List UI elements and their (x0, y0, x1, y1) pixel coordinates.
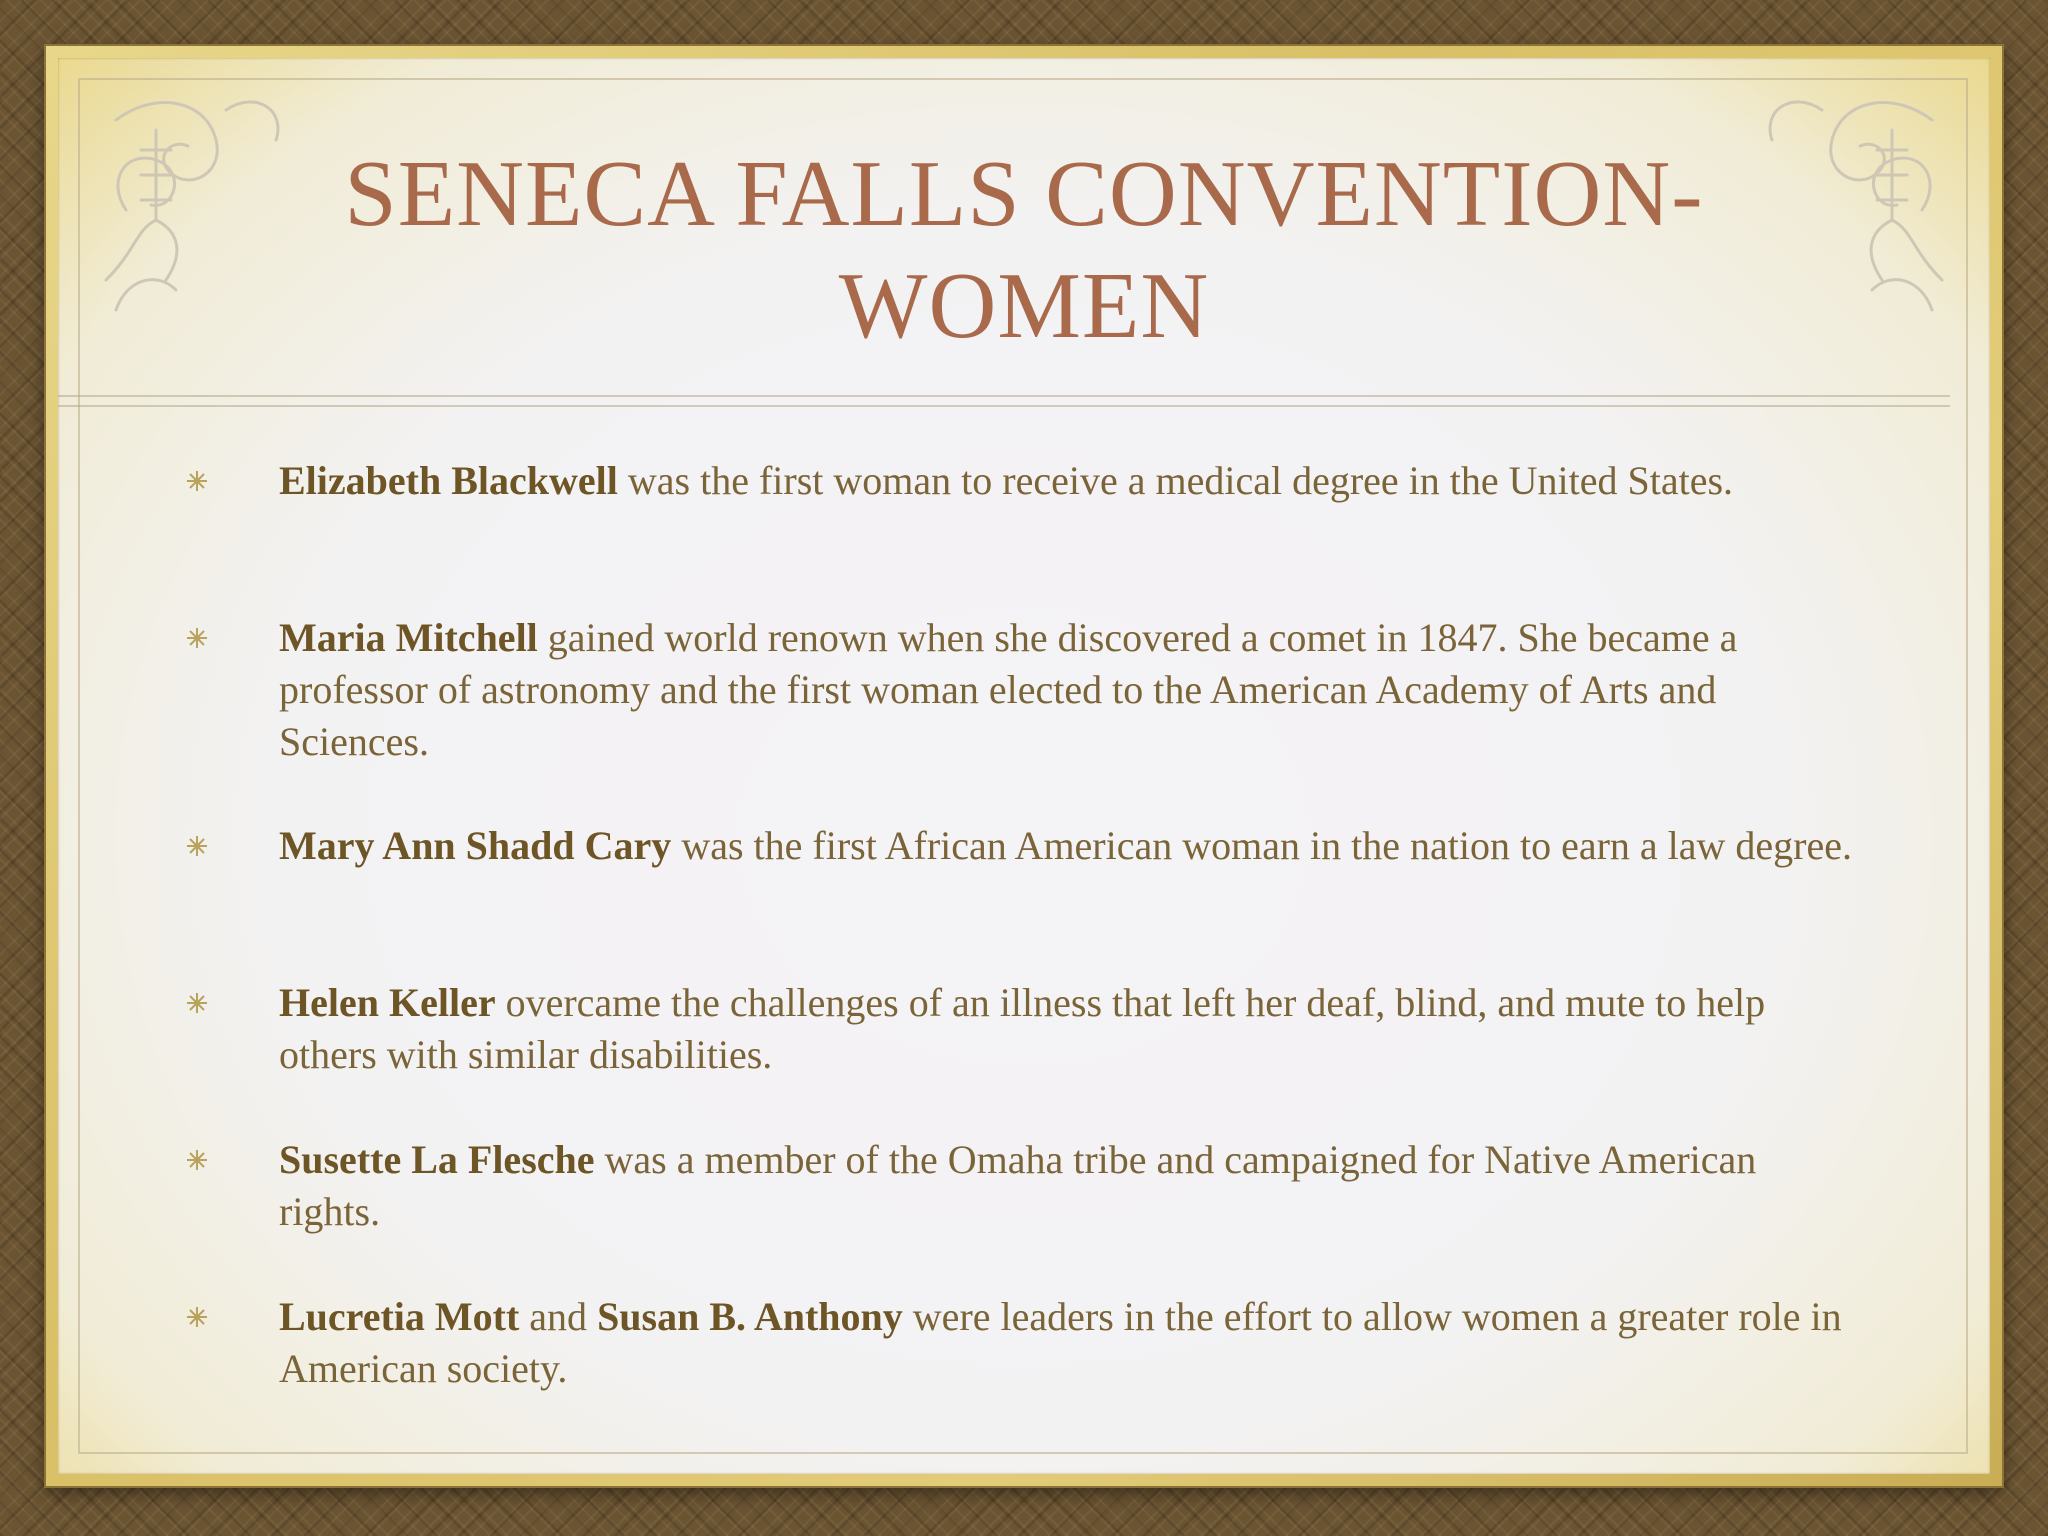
person-name: Elizabeth Blackwell (279, 458, 618, 503)
bullet-text: gained world renown when she discovered a comet in 1847. She became a professor of astronomy and the first woman elected to the American Academy of Arts and Sciences. (279, 615, 1738, 764)
person-name: Maria Mitchell (279, 615, 538, 660)
asterisk-flower-icon (180, 977, 214, 1029)
slide-title (240, 138, 1808, 362)
asterisk-flower-icon (180, 1291, 214, 1343)
title-line-2: WOMEN (838, 254, 1210, 358)
bullet-text: was the first woman to receive a medical degree in the United States. (617, 458, 1734, 503)
bullet-text: was a member of the Omaha tribe and campaigned for Native American rights. (279, 1137, 1757, 1234)
title-line-1: SENECA FALLS CONVENTION- (344, 142, 1704, 246)
asterisk-flower-icon (180, 612, 214, 664)
asterisk-flower-icon (180, 820, 214, 872)
person-name: Susan B. Anthony (597, 1294, 903, 1339)
asterisk-flower-icon (180, 1134, 214, 1186)
person-name: Lucretia Mott (279, 1294, 520, 1339)
title-divider (58, 395, 1950, 407)
bullet-text: was the first African American woman in the nation to earn a law degree. (671, 823, 1852, 868)
person-name: Susette La Flesche (279, 1137, 595, 1182)
person-name: Mary Ann Shadd Cary (279, 823, 672, 868)
person-name: Helen Keller (279, 980, 496, 1025)
bullet-text: overcame the challenges of an illness that left her deaf, blind, and mute to help others with similar disabilities. (279, 980, 1766, 1077)
bullet-text: were leaders in the effort to allow women a greater role in American society. (279, 1294, 1842, 1391)
bullet-text: and (519, 1294, 598, 1339)
asterisk-flower-icon (180, 455, 214, 507)
